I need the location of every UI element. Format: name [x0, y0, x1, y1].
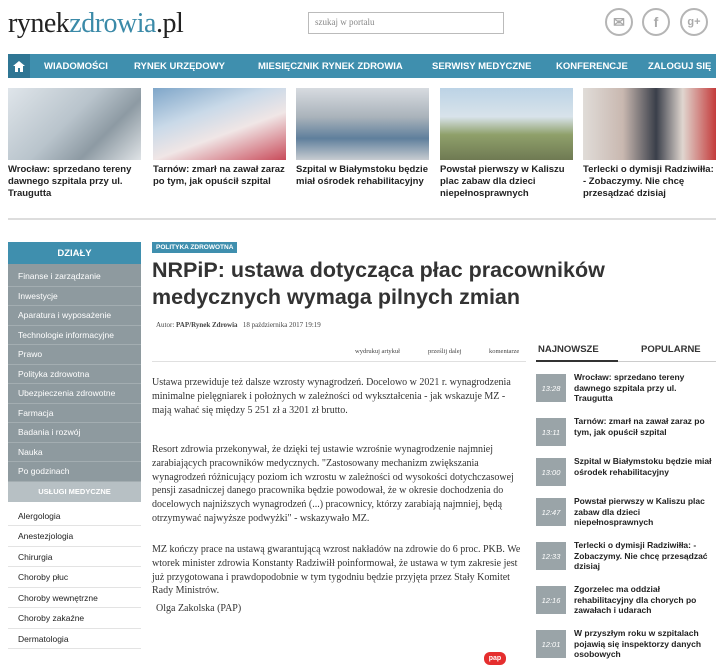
dzialy-list	[8, 264, 141, 482]
news-title[interactable]: Szpital w Białymstoku będzie miał ośrodek rehabilitacyjny	[574, 456, 712, 477]
featured-item[interactable]	[153, 88, 286, 188]
sidebar-item[interactable]: Dermatologia	[8, 629, 141, 650]
article-paragraph: Ustawa przewiduje też dalsze wzrosty wynagrodzeń. Docelowo w 2021 r. wynagrodzenia minimalne pielęgniarek i położnych w zależności od wykształcenia - jak wskazuje MZ - mają wahać się między 5 251 zł a 3201 zł brutto.	[152, 377, 511, 416]
sidebar-item[interactable]: Nauka	[8, 443, 141, 463]
google-plus-glyph: g+	[687, 16, 701, 28]
featured-caption[interactable]: Terlecki o dymisji Radziwiłła: - Zobaczymy. Nie chcę przesądzać dzisiaj	[583, 164, 714, 199]
actions-divider	[152, 361, 526, 362]
site-logo[interactable]	[8, 8, 183, 40]
news-item[interactable]	[536, 628, 716, 662]
sidebar-item[interactable]: Finanse i zarządzanie	[8, 267, 141, 287]
sidebar	[8, 242, 141, 665]
news-item[interactable]	[536, 372, 716, 406]
news-time: 12:33	[536, 542, 566, 570]
news-time: 13:11	[536, 418, 566, 446]
news-time: 12:16	[536, 586, 566, 614]
sidebar-item[interactable]: Badania i rozwój	[8, 423, 141, 443]
home-icon[interactable]	[8, 54, 30, 78]
news-title[interactable]: Powstał pierwszy w Kaliszu plac zabaw dla dzieci niepełnosprawnych	[574, 496, 705, 528]
featured-item[interactable]	[440, 88, 573, 200]
sidebar-item[interactable]: Ubezpieczenia zdrowotne	[8, 384, 141, 404]
featured-item[interactable]	[296, 88, 429, 188]
news-item[interactable]	[536, 496, 716, 530]
featured-item[interactable]	[8, 88, 141, 200]
featured-caption[interactable]: Tarnów: zmarł na zawał zaraz po tym, jak opuścił szpital	[153, 164, 285, 187]
sidebar-item[interactable]: Prawo	[8, 345, 141, 365]
author-name: PAP/Rynek Zdrowia	[176, 321, 238, 329]
tab-popularne[interactable]: POPULARNE	[641, 344, 701, 355]
comments-link[interactable]: komentarze	[489, 348, 520, 355]
sidebar-item[interactable]: Po godzinach	[8, 462, 141, 482]
news-time: 12:01	[536, 630, 566, 658]
sidebar-item[interactable]: Alergologia	[8, 506, 141, 527]
facebook-glyph: f	[653, 14, 659, 30]
header	[0, 0, 723, 52]
nav-item-zaloguj[interactable]: ZALOGUJ SIĘ	[648, 61, 712, 72]
sidebar-item[interactable]: Anestezjologia	[8, 526, 141, 547]
mail-glyph: ✉	[613, 13, 625, 30]
article-paragraph: MZ kończy prace na ustawą gwarantującą wzrost nakładów na zdrowie do 6 proc. PKB. We wtorek minister zdrowia Konstanty Radziwiłł poinformował, że ustawa w tym zakresie jest już przygotowana i prawdopodobnie w tym tygodniu będzie przyjęta przez Stały Komitet Rady Ministrów.	[152, 544, 521, 597]
uslugi-heading: USŁUGI MEDYCZNE	[8, 482, 141, 502]
featured-item[interactable]	[583, 88, 716, 200]
sidebar-item[interactable]: Aparatura i wyposażenie	[8, 306, 141, 326]
featured-caption[interactable]: Powstał pierwszy w Kaliszu plac zabaw dla dzieci niepełnosprawnych	[440, 164, 565, 199]
tab-najnowsze[interactable]: NAJNOWSZE	[538, 344, 599, 355]
article-date: 18 października 2017 19:19	[242, 321, 321, 329]
news-title[interactable]: Tarnów: zmarł na zawał zaraz po tym, jak opuścił szpital	[574, 416, 705, 437]
logo-part-zdrowia: zdrowia	[69, 8, 156, 39]
news-time: 12:47	[536, 498, 566, 526]
article-signature: Olga Zakolska (PAP)	[156, 603, 242, 614]
nav-item-wiadomosci[interactable]: WIADOMOŚCI	[44, 61, 108, 72]
pap-logo: pap	[484, 652, 506, 665]
uslugi-list	[8, 502, 141, 650]
article-paragraph: Resort zdrowia przekonywał, że dzięki tej ustawie wzrośnie wynagrodzenie najmniej zarabiających pracowników medycznych. "Zastosowany mechanizm zwiększania wynagrodzeń różnicujący poziom ich wzrostu w zależności od wysokości dotychczasowej pensji zasadniczej danego pracownika będzie powodował, że w okresie dochodzenia do docelowych najniższych wynagrodzeń (...) pracownicy, którzy zarabiają najmniej, będą otrzymywać najwyższe podwyżki" - wskazywało MZ.	[152, 444, 514, 524]
sidebar-item[interactable]: Technologie informacyjne	[8, 326, 141, 346]
featured-image-playground[interactable]	[440, 88, 573, 160]
news-item[interactable]	[536, 416, 716, 450]
news-title[interactable]: Zgorzelec ma oddział rehabilitacyjny dla chorych po zawałach i udarach	[574, 584, 697, 616]
print-link[interactable]: wydrukuj artykuł	[355, 348, 400, 355]
sidebar-item[interactable]: Inwestycje	[8, 287, 141, 307]
mail-icon[interactable]	[605, 8, 633, 36]
news-title[interactable]: W przyszłym roku w szpitalach pojawią się inspektorzy danych osobowych	[574, 628, 702, 660]
dzialy-heading: DZIAŁY	[8, 242, 141, 264]
featured-image-hospital[interactable]	[153, 88, 286, 160]
sidebar-item[interactable]: Chirurgia	[8, 547, 141, 568]
divider	[8, 218, 716, 220]
logo-part-pl: .pl	[155, 8, 184, 39]
category-badge[interactable]: POLITYKA ZDROWOTNA	[152, 242, 237, 253]
sidebar-item[interactable]: Farmacja	[8, 404, 141, 424]
featured-caption[interactable]: Wrocław: sprzedano tereny dawnego szpitala przy ul. Traugutta	[8, 164, 132, 199]
author-label: Autor:	[156, 321, 175, 329]
news-time: 13:00	[536, 458, 566, 486]
nav-item-rynek-urzedowy[interactable]: RYNEK URZĘDOWY	[134, 61, 225, 72]
sidebar-item[interactable]: Choroby płuc	[8, 567, 141, 588]
nav-item-serwisy[interactable]: SERWISY MEDYCZNE	[432, 61, 532, 72]
news-tabs	[536, 340, 716, 364]
featured-caption[interactable]: Szpital w Białymstoku będzie miał ośrodek rehabilitacyjny	[296, 164, 428, 187]
main-nav	[8, 54, 716, 78]
nav-item-miesiecznik[interactable]: MIESIĘCZNIK RYNEK ZDROWIA	[258, 61, 403, 72]
article-title: NRPiP: ustawa dotycząca płac pracowników medycznych wymaga pilnych zmian	[152, 258, 605, 309]
search-input[interactable]: szukaj w portalu	[308, 12, 504, 34]
forward-link[interactable]: prześlij dalej	[428, 348, 462, 355]
news-item[interactable]	[536, 584, 716, 618]
news-item[interactable]	[536, 540, 716, 574]
featured-image-rehab[interactable]	[296, 88, 429, 160]
google-plus-icon[interactable]	[680, 8, 708, 36]
tab-active-indicator	[536, 360, 618, 362]
logo-part-rynek: rynek	[8, 8, 70, 39]
sidebar-item[interactable]: Choroby wewnętrzne	[8, 588, 141, 609]
featured-image-handshake[interactable]	[8, 88, 141, 160]
sidebar-item[interactable]: Polityka zdrowotna	[8, 365, 141, 385]
featured-image-terlecki[interactable]	[583, 88, 716, 160]
news-title[interactable]: Wrocław: sprzedano tereny dawnego szpitala przy ul. Traugutta	[574, 372, 685, 404]
sidebar-item[interactable]: Choroby zakaźne	[8, 608, 141, 629]
news-time: 13:28	[536, 374, 566, 402]
news-item[interactable]	[536, 456, 716, 490]
news-title[interactable]: Terlecki o dymisji Radziwiłła: - Zobaczymy. Nie chcę przesądzać dzisiaj	[574, 540, 708, 572]
nav-item-konferencje[interactable]: KONFERENCJE	[556, 61, 628, 72]
article-meta	[156, 321, 321, 329]
facebook-icon[interactable]	[642, 8, 670, 36]
